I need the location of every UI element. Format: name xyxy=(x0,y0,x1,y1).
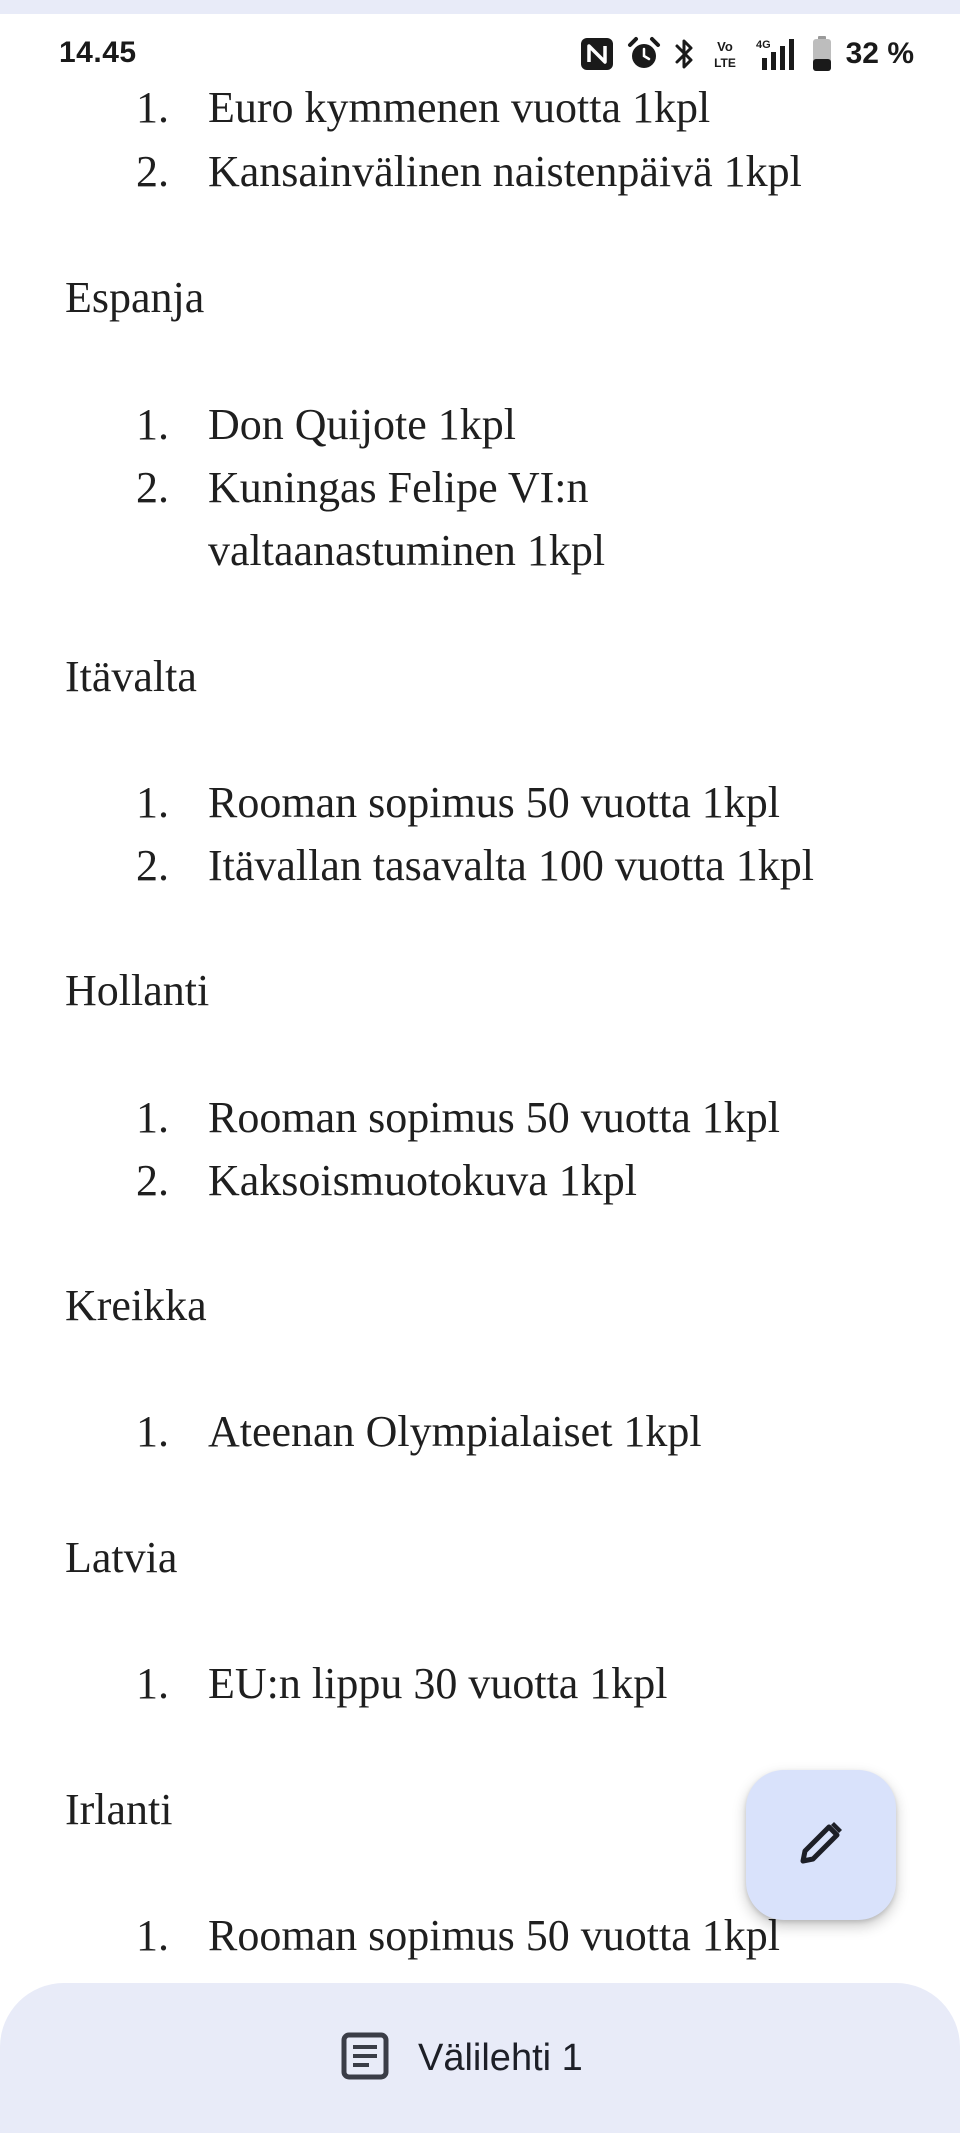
list-item xyxy=(136,1149,637,1212)
volte-icon xyxy=(708,37,742,71)
list-item-text: Rooman sopimus 50 vuotta 1kpl xyxy=(208,778,780,827)
section-heading-irlanti: Irlanti xyxy=(65,1785,173,1834)
list-item xyxy=(136,1400,702,1463)
section-heading-hollanti: Hollanti xyxy=(65,966,210,1015)
list-number: 2. xyxy=(136,147,169,196)
list-number: 1. xyxy=(136,83,169,132)
list-item xyxy=(136,834,815,897)
svg-text:LTE: LTE xyxy=(713,56,736,70)
section-heading-kreikka: Kreikka xyxy=(65,1281,207,1330)
list-number: 2. xyxy=(136,463,169,512)
list-item-text: valtaanastuminen 1kpl xyxy=(208,526,606,575)
list-item xyxy=(136,1086,780,1149)
top-edge-strip xyxy=(0,0,960,14)
section-heading-espanja: Espanja xyxy=(65,273,205,322)
list-item xyxy=(136,393,516,456)
list-item xyxy=(136,456,589,519)
signal-icon xyxy=(754,36,800,72)
document-icon xyxy=(340,2031,390,2086)
list-number: 1. xyxy=(136,778,169,827)
list-item-text: Rooman sopimus 50 vuotta 1kpl xyxy=(208,1911,780,1960)
section-heading-itavalta: Itävalta xyxy=(65,652,197,701)
list-number: 2. xyxy=(136,841,169,890)
list-number: 1. xyxy=(136,1407,169,1456)
list-item-text: EU:n lippu 30 vuotta 1kpl xyxy=(208,1659,668,1708)
list-number: 1. xyxy=(136,400,169,449)
bluetooth-icon xyxy=(674,37,696,71)
list-number: 2. xyxy=(136,1156,169,1205)
list-item xyxy=(136,140,802,203)
list-item-text: Kuningas Felipe VI:n xyxy=(208,463,589,512)
list-item-text: Kaksoismuotokuva 1kpl xyxy=(208,1156,637,1205)
list-item-text: Rooman sopimus 50 vuotta 1kpl xyxy=(208,1093,780,1142)
svg-text:4G: 4G xyxy=(755,39,771,51)
status-icons xyxy=(580,34,914,74)
list-item-text: Euro kymmenen vuotta 1kpl xyxy=(208,83,711,132)
alarm-icon xyxy=(626,36,662,72)
list-item-text: Kansainvälinen naistenpäivä 1kpl xyxy=(208,147,802,196)
status-time: 14.45 xyxy=(59,36,137,69)
section-heading-latvia: Latvia xyxy=(65,1533,178,1582)
list-item-text: Ateenan Olympialaiset 1kpl xyxy=(208,1407,702,1456)
list-item-text: Don Quijote 1kpl xyxy=(208,400,516,449)
nfc-icon xyxy=(580,37,614,71)
list-item-text: Itävallan tasavalta 100 vuotta 1kpl xyxy=(208,841,815,890)
bottom-tab-bar xyxy=(0,1983,960,2133)
pencil-icon xyxy=(793,1815,849,1876)
list-item xyxy=(136,771,780,834)
tab-valilehti-1[interactable] xyxy=(340,2023,583,2093)
battery-percentage: 32 % xyxy=(845,37,914,70)
list-number: 1. xyxy=(136,1093,169,1142)
list-number: 1. xyxy=(136,1659,169,1708)
battery-icon xyxy=(812,36,832,72)
svg-text:Vo: Vo xyxy=(716,39,733,54)
list-item xyxy=(136,1904,780,1967)
tab-label: Välilehti 1 xyxy=(418,2036,583,2079)
list-number: 1. xyxy=(136,1911,169,1960)
list-item-continuation xyxy=(136,519,606,582)
list-item xyxy=(136,76,711,139)
list-item xyxy=(136,1652,668,1715)
edit-fab-button[interactable] xyxy=(746,1770,896,1920)
